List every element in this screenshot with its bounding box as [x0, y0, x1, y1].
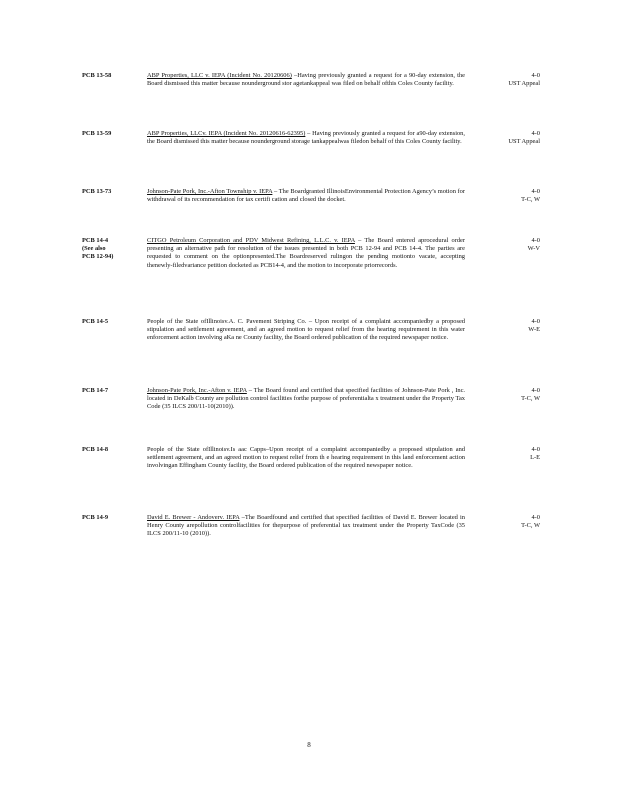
case-title: David E. Brewer - Andoverv. IEPA — [147, 514, 240, 521]
vote-column — [470, 72, 540, 88]
case-type: L-E — [530, 454, 540, 462]
vote-column — [470, 130, 540, 146]
vote-column — [470, 387, 540, 403]
vote-column — [470, 237, 540, 253]
vote-column — [470, 514, 540, 530]
entry-text: – Having previously granted a request for a90-day extension, the Board dismissed this matter because nounderground storage tankappealwas filedon behalf of this Coles County facility. — [147, 130, 465, 146]
vote-count: 4-0 — [531, 318, 540, 325]
entry-description — [147, 446, 465, 471]
entry-text: People of the State ofIllinoisv.A. C. Pavement Striping Co. – Upon receipt of a complaint accompaniedby a proposed stipulation and settlement agreement, and an agreed motion to request relief from the hearing requirement in this water enforcement action involving aKa ne County facility, the Board ordered publication of the required newspaper notice. — [147, 318, 465, 342]
entry-text: – The Board found and certified that specified facilities of Johnson-Pate Pork , Inc. located in DeKalb County are pollution control facilities forthe purpose of preferentialta x treatment under the Property Tax Code (35 ILCS 200/11-10(2010)). — [147, 387, 465, 411]
case-title: Johnson-Pate Pork, Inc.-Afton v. IEPA — [147, 387, 247, 394]
case-type: T-C, W — [521, 395, 540, 403]
page-number: 8 — [307, 741, 311, 749]
case-title: ABP Properties, LLCv. IEPA (Incident No. 20120616-62395) — [147, 130, 306, 137]
case-type: T-C, W — [521, 196, 540, 204]
entry-description — [147, 130, 465, 146]
vote-count: 4-0 — [531, 237, 540, 244]
case-number: PCB 13-59 — [82, 130, 112, 137]
entry-description — [147, 514, 465, 539]
vote-count: 4-0 — [531, 72, 540, 79]
vote-column — [470, 188, 540, 204]
entry-description — [147, 188, 465, 204]
entry-text: – The Board entered aprocedural order presenting an alternative path for resolution of the issues presented in both PCB 12-94 and PCB 14-4. The parties are requested to comment on the optionpresented.The Boardreserved rulingon the pending motionto vacate, accepting thenewly-filedvariance petition docketed as PCB14-4, and the motion to incorporate priorrecords. — [147, 237, 466, 269]
entry-text: –Having previously granted a request for a 90-day extension, the Board dismissed this matter because nounderground stor agetankappeal was filed on behalf ofthis Coles County facility. — [147, 72, 465, 88]
entry-description — [147, 387, 465, 412]
case-number: PCB 14-7 — [82, 387, 109, 394]
entry-description — [147, 318, 465, 343]
vote-count: 4-0 — [531, 514, 540, 521]
vote-count: 4-0 — [531, 130, 540, 137]
case-number: PCB 14-5 — [82, 318, 109, 325]
vote-count: 4-0 — [531, 446, 540, 453]
case-number: PCB 14-9 — [82, 514, 109, 521]
case-number: PCB 14-8 — [82, 446, 109, 453]
entry-text: – The Boardgranted IllinoisEnvironmental Protection Agency’s motion for withdrawal of its recommendation for tax certifi cation and closed the docket. — [147, 188, 465, 204]
case-type: UST Appeal — [508, 138, 540, 146]
vote-column — [470, 446, 540, 462]
case-type: W-E — [528, 326, 540, 334]
case-type: T-C, W — [521, 522, 540, 530]
entry-description — [147, 72, 465, 88]
vote-column — [470, 318, 540, 334]
entry-text: People of the State ofIllinoisv.Is aac Capps–Upon receipt of a complaint accompaniedby a proposed stipulation and settlement agreement, and an agreed motion to request relief from th e hearing requirement in this land enforcement action involvingan Effingham County facility, the Board ordered publication of the required newspaper notice. — [147, 446, 465, 470]
case-title: ABP Properties, LLC v. IEPA (Incident No. 20120606) — [147, 72, 292, 79]
case-number: PCB 14-4 (See also PCB 12-94) — [82, 237, 114, 261]
entry-description — [147, 237, 465, 270]
case-type: UST Appeal — [508, 80, 540, 88]
case-number: PCB 13-58 — [82, 72, 112, 79]
case-number: PCB 13-73 — [82, 188, 112, 195]
vote-count: 4-0 — [531, 387, 540, 394]
case-title: CITGO Petroleum Corporation and PDV Midwest Refining, L.L.C. v. IEPA — [147, 237, 355, 244]
vote-count: 4-0 — [531, 188, 540, 195]
case-title: Johnson-Pate Pork, Inc.-Afton Township v. IEPA — [147, 188, 273, 195]
case-type: W-V — [527, 245, 540, 253]
entry-text: –The Boardfound and certified that specified facilities of David E. Brewer located in Henry County arepollution controlfacilities for thepurpose of preferential tax treatment under the Property TaxCode (35 ILCS 200/11-10 (2010)). — [147, 514, 465, 538]
